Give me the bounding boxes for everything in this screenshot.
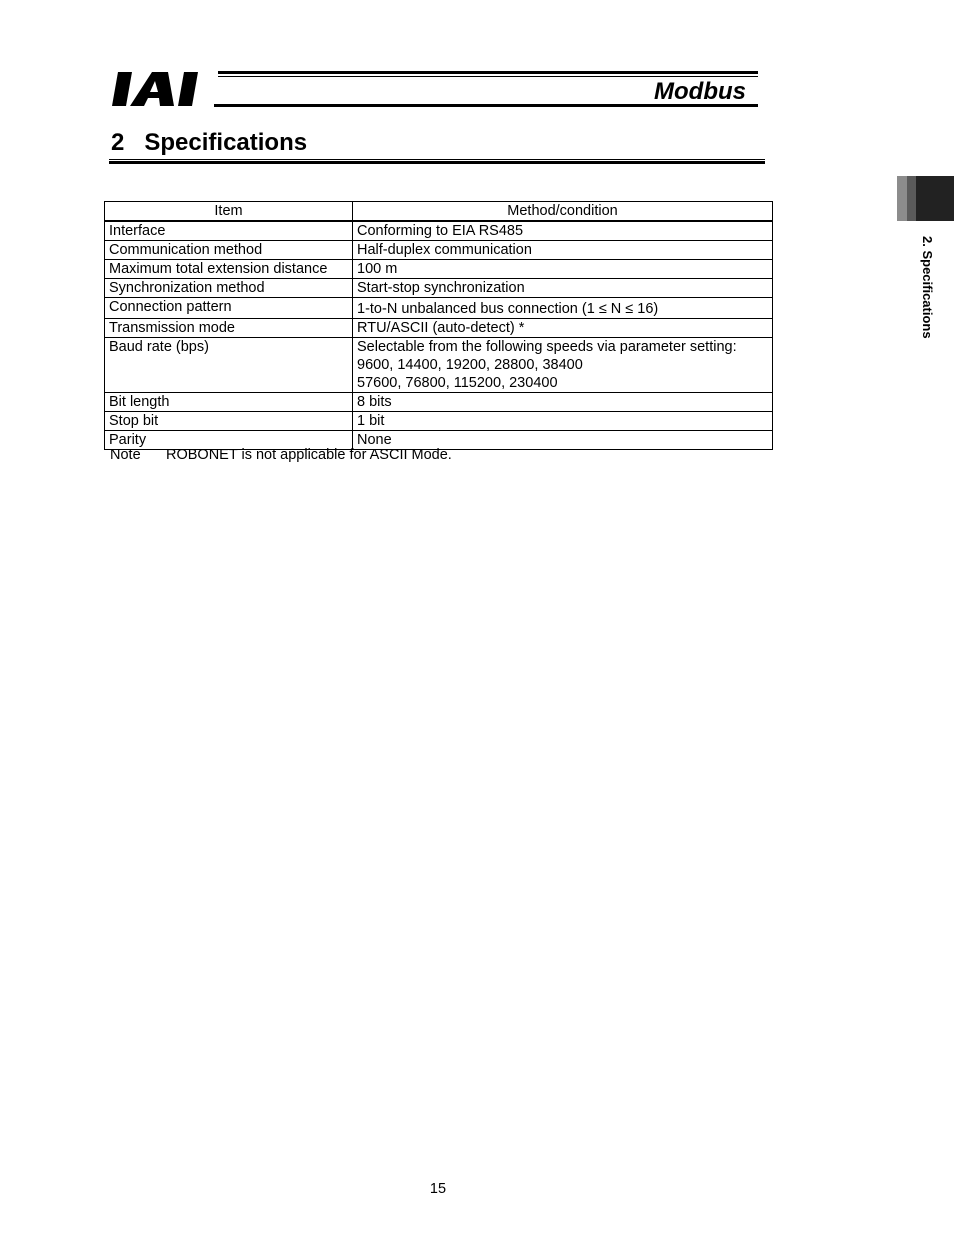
header-rule-top-thin xyxy=(218,76,758,77)
item-cell: Stop bit xyxy=(105,412,353,431)
table-row xyxy=(105,298,773,319)
item-cell: Communication method xyxy=(105,241,353,260)
section-rule-thin xyxy=(109,159,765,160)
header-rule-top xyxy=(218,71,758,74)
value-cell: RTU/ASCII (auto-detect) * xyxy=(353,319,773,338)
section-title: Specifications xyxy=(144,129,308,156)
value-cell: 1 bit xyxy=(353,412,773,431)
value-cell: None xyxy=(353,431,773,450)
table-note xyxy=(110,446,452,464)
table-row xyxy=(105,260,773,279)
value-cell: Selectable from the following speeds via parameter setting: 9600, 14400, 19200, 28800, 38400 57600, 76800, 115200, 230400 xyxy=(353,338,773,393)
value-cell: Start-stop synchronization xyxy=(353,279,773,298)
note-label: Note xyxy=(110,447,141,463)
item-cell: Baud rate (bps) xyxy=(105,338,353,393)
section-heading xyxy=(111,128,307,158)
column-header-item: Item xyxy=(105,202,353,222)
page-number: 15 xyxy=(429,1181,447,1197)
value-cell: Conforming to EIA RS485 xyxy=(353,221,773,241)
table-row xyxy=(105,279,773,298)
table-row xyxy=(105,393,773,412)
item-cell: Maximum total extension distance xyxy=(105,260,353,279)
chapter-tab xyxy=(897,176,954,221)
value-cell: 8 bits xyxy=(353,393,773,412)
value-cell: 1-to-N unbalanced bus connection (1 ≤ N ≤ 16) xyxy=(353,298,773,319)
item-cell: Connection pattern xyxy=(105,298,353,319)
table-row xyxy=(105,319,773,338)
table-row xyxy=(105,338,773,393)
table-header-row xyxy=(105,202,773,222)
column-header-method: Method/condition xyxy=(353,202,773,222)
item-cell: Transmission mode xyxy=(105,319,353,338)
table-row xyxy=(105,412,773,431)
product-title: Modbus xyxy=(654,78,746,105)
section-rule-thick xyxy=(109,161,765,164)
iai-logo xyxy=(112,70,212,108)
item-cell: Bit length xyxy=(105,393,353,412)
item-cell: Synchronization method xyxy=(105,279,353,298)
chapter-tab-label: 2. Specifications xyxy=(920,236,935,339)
table-row xyxy=(105,241,773,260)
value-cell: 100 m xyxy=(353,260,773,279)
item-cell: Parity xyxy=(105,431,353,450)
section-number: 2 xyxy=(111,129,125,156)
item-cell: Interface xyxy=(105,221,353,241)
note-text: ROBONET is not applicable for ASCII Mode. xyxy=(166,447,452,463)
value-cell: Half-duplex communication xyxy=(353,241,773,260)
specifications-table xyxy=(104,201,773,450)
table-row xyxy=(105,221,773,241)
